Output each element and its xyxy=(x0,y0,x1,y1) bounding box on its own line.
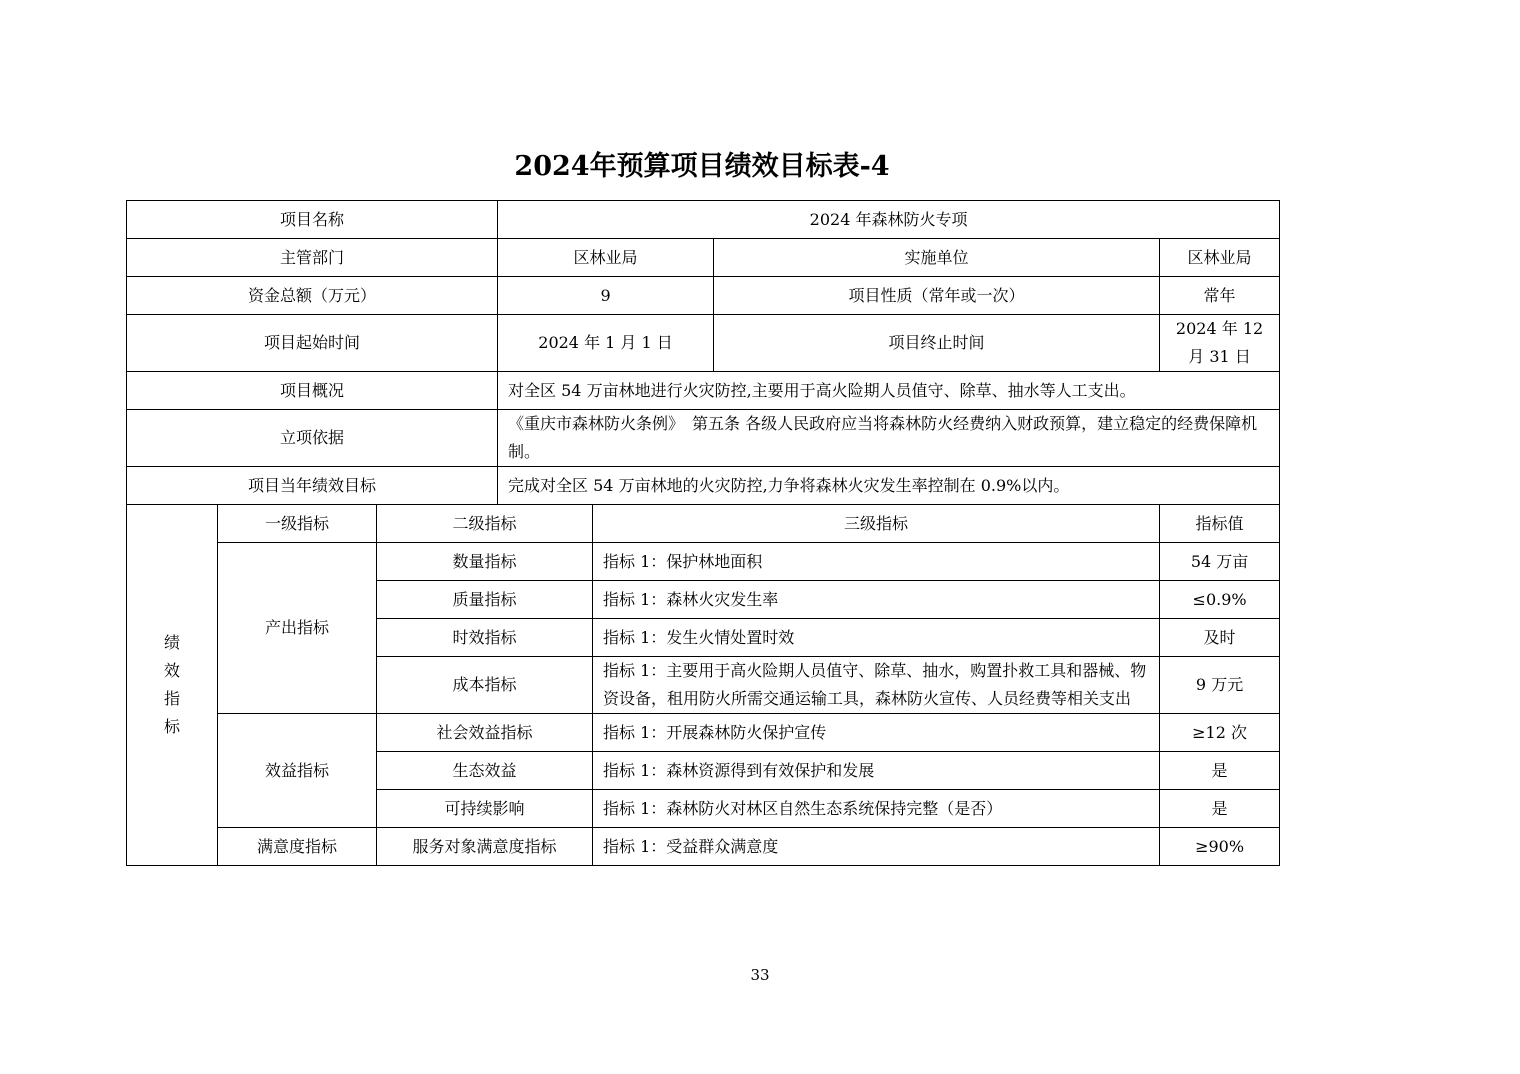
level3-cell: 指标 1：开展森林防火保护宣传 xyxy=(593,714,1160,752)
project-name-label: 项目名称 xyxy=(127,201,498,239)
goal-label: 项目当年绩效目标 xyxy=(127,467,498,505)
row-basis xyxy=(127,410,1280,467)
funds-label: 资金总额（万元） xyxy=(127,277,498,315)
level2-cell: 社会效益指标 xyxy=(377,714,593,752)
value-cell: 9 万元 xyxy=(1160,657,1280,714)
level2-cell: 成本指标 xyxy=(377,657,593,714)
start-value: 2024 年 1 月 1 日 xyxy=(498,315,714,372)
output-label: 产出指标 xyxy=(218,543,377,714)
row-funds xyxy=(127,277,1280,315)
table-row xyxy=(127,543,1280,581)
nature-label: 项目性质（常年或一次） xyxy=(714,277,1160,315)
level3-cell: 指标 1：保护林地面积 xyxy=(593,543,1160,581)
side-label: 绩效指标 xyxy=(164,633,181,736)
page-number: 33 xyxy=(750,966,770,984)
header-value: 指标值 xyxy=(1160,505,1280,543)
row-goal xyxy=(127,467,1280,505)
dept-label: 主管部门 xyxy=(127,239,498,277)
unit-label: 实施单位 xyxy=(714,239,1160,277)
satisfaction-label: 满意度指标 xyxy=(218,828,377,866)
level3-cell: 指标 1：发生火情处置时效 xyxy=(593,619,1160,657)
basis-label: 立项依据 xyxy=(127,410,498,467)
value-cell: 是 xyxy=(1160,790,1280,828)
project-name-value: 2024 年森林防火专项 xyxy=(498,201,1280,239)
overview-value: 对全区 54 万亩林地进行火灾防控,主要用于高火险期人员值守、除草、抽水等人工支出。 xyxy=(498,372,1280,410)
nature-value: 常年 xyxy=(1160,277,1280,315)
level3-cell: 指标 1：森林资源得到有效保护和发展 xyxy=(593,752,1160,790)
start-label: 项目起始时间 xyxy=(127,315,498,372)
table-row xyxy=(127,828,1280,866)
row-indicator-header xyxy=(127,505,1280,543)
level2-cell: 数量指标 xyxy=(377,543,593,581)
end-label: 项目终止时间 xyxy=(714,315,1160,372)
performance-table xyxy=(126,200,1280,866)
table-row xyxy=(127,714,1280,752)
level2-cell: 时效指标 xyxy=(377,619,593,657)
level2-cell: 可持续影响 xyxy=(377,790,593,828)
side-label-cell xyxy=(127,505,218,866)
level3-cell: 指标 1：主要用于高火险期人员值守、除草、抽水，购置扑救工具和器械、物资设备，租用防火所需交通运输工具，森林防火宣传、人员经费等相关支出 xyxy=(593,657,1160,714)
goal-value: 完成对全区 54 万亩林地的火灾防控,力争将森林火灾发生率控制在 0.9%以内。 xyxy=(498,467,1280,505)
level3-cell: 指标 1：受益群众满意度 xyxy=(593,828,1160,866)
unit-value: 区林业局 xyxy=(1160,239,1280,277)
dept-value: 区林业局 xyxy=(498,239,714,277)
row-project-name xyxy=(127,201,1280,239)
value-cell: ≥12 次 xyxy=(1160,714,1280,752)
funds-value: 9 xyxy=(498,277,714,315)
header-level2: 二级指标 xyxy=(377,505,593,543)
level2-cell: 质量指标 xyxy=(377,581,593,619)
level2-cell: 生态效益 xyxy=(377,752,593,790)
row-dept xyxy=(127,239,1280,277)
basis-value: 《重庆市森林防火条例》 第五条 各级人民政府应当将森林防火经费纳入财政预算，建立稳定的经费保障机制。 xyxy=(498,410,1280,467)
header-level1: 一级指标 xyxy=(218,505,377,543)
overview-label: 项目概况 xyxy=(127,372,498,410)
level3-cell: 指标 1：森林火灾发生率 xyxy=(593,581,1160,619)
row-dates xyxy=(127,315,1280,372)
value-cell: 54 万亩 xyxy=(1160,543,1280,581)
level3-cell: 指标 1：森林防火对林区自然生态系统保持完整（是否） xyxy=(593,790,1160,828)
value-cell: ≥90% xyxy=(1160,828,1280,866)
value-cell: ≤0.9% xyxy=(1160,581,1280,619)
level2-cell: 服务对象满意度指标 xyxy=(377,828,593,866)
value-cell: 是 xyxy=(1160,752,1280,790)
header-level3: 三级指标 xyxy=(593,505,1160,543)
value-cell: 及时 xyxy=(1160,619,1280,657)
end-value: 2024 年 12 月 31 日 xyxy=(1160,315,1280,372)
row-overview xyxy=(127,372,1280,410)
page-title: 2024年预算项目绩效目标表-4 xyxy=(514,151,890,182)
benefit-label: 效益指标 xyxy=(218,714,377,828)
